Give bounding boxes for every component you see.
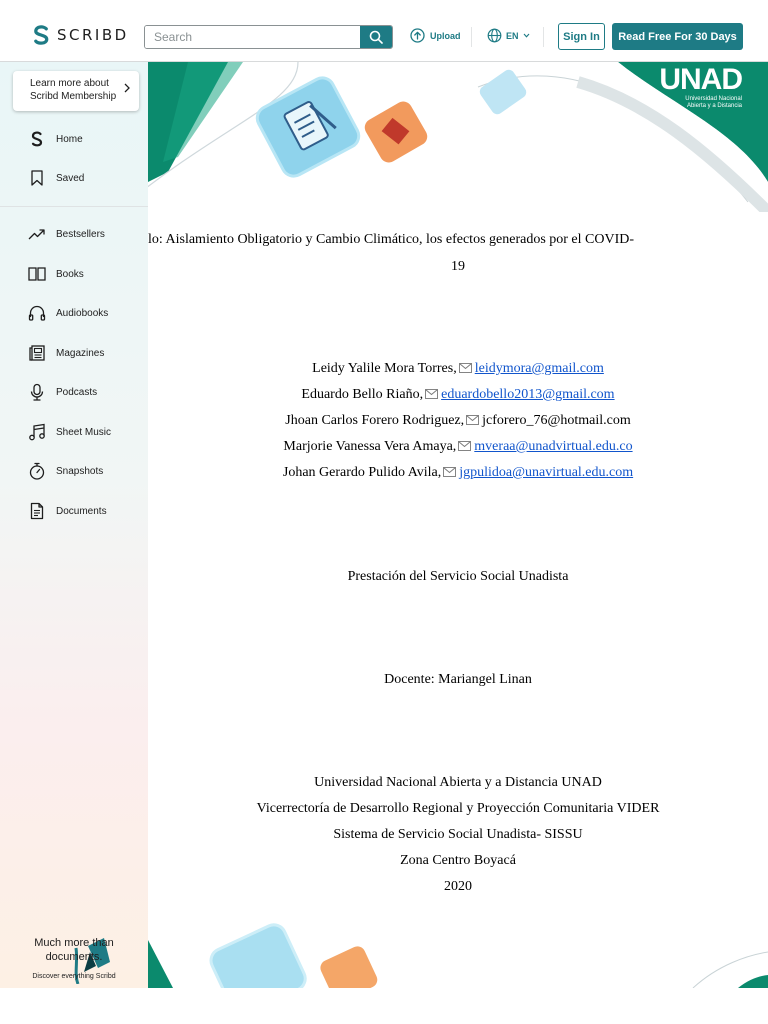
document-footer-artwork: [148, 910, 768, 988]
author-email: jcforero_76@hotmail.com: [482, 413, 631, 428]
book-icon: [28, 265, 46, 283]
promo-subtitle: Discover everything Scribd: [32, 973, 116, 980]
teacher-line: Docente: Mariangel Linan: [384, 672, 532, 687]
sidebar: [0, 62, 148, 988]
unad-logo-subtitle-1: Universidad Nacional: [685, 96, 742, 102]
sidebar-item-label: Podcasts: [56, 386, 98, 398]
promo-title: [0, 936, 148, 964]
language-selector[interactable]: [487, 28, 530, 43]
sidebar-item-sheet-music[interactable]: [28, 423, 111, 441]
page-bottom-margin: [0, 988, 768, 1024]
music-note-icon: [28, 423, 46, 441]
author-line: [148, 465, 768, 482]
document-title-line-1: lo: Aislamiento Obligatorio y Cambio Climático, los efectos generados por el COVID-: [148, 232, 635, 247]
top-navigation-bar: [0, 0, 768, 62]
sidebar-item-snapshots[interactable]: [28, 462, 103, 480]
author-email-link[interactable]: leidymora@gmail.com: [474, 361, 604, 376]
membership-line-2: Scribd Membership: [30, 91, 117, 102]
language-label: EN: [506, 30, 519, 41]
sidebar-item-label: Bestsellers: [56, 228, 105, 240]
author-line: [148, 361, 768, 378]
bookmark-icon: [28, 169, 46, 187]
author-line: [148, 413, 768, 430]
scribd-home-icon: [28, 130, 46, 148]
membership-line-1: Learn more about: [30, 78, 109, 89]
sidebar-item-bestsellers[interactable]: [28, 225, 105, 243]
sidebar-item-label: Magazines: [56, 347, 105, 359]
envelope-icon: [458, 440, 471, 456]
membership-card[interactable]: [13, 71, 139, 111]
author-name: Jhoan Carlos Forero Rodriguez,: [285, 413, 465, 428]
sidebar-item-label: Snapshots: [56, 465, 104, 477]
service-title: Prestación del Servicio Social Unadista: [347, 569, 569, 584]
upload-button[interactable]: [410, 28, 461, 43]
upload-label: Upload: [430, 30, 461, 41]
sidebar-item-label: Audiobooks: [56, 307, 109, 319]
author-name: Johan Gerardo Pulido Avila,: [282, 465, 442, 480]
toolbar-divider: [543, 27, 544, 47]
unad-logo-subtitle-2: Abierta y a Distancia: [686, 103, 742, 109]
author-line: [148, 387, 768, 404]
document-page: [148, 62, 768, 988]
envelope-icon: [459, 362, 472, 378]
institution-line: Universidad Nacional Abierta y a Distancia UNAD: [314, 775, 602, 790]
chevron-right-icon: [124, 83, 130, 93]
document-icon: [28, 502, 46, 520]
author-name: Eduardo Bello Riaño,: [301, 387, 424, 402]
author-name: Leidy Yalile Mora Torres,: [312, 361, 457, 376]
promo-title-line-2: documents.: [45, 951, 103, 963]
unad-logo: [659, 64, 742, 110]
sidebar-item-books[interactable]: [28, 265, 84, 283]
sidebar-item-podcasts[interactable]: [28, 383, 97, 401]
search-icon: [369, 30, 383, 44]
trending-icon: [28, 225, 46, 243]
sign-in-button[interactable]: Sign In: [558, 23, 605, 50]
envelope-icon: [443, 466, 456, 482]
author-email-link[interactable]: eduardobello2013@gmail.com: [441, 387, 615, 402]
sidebar-item-label: Documents: [56, 505, 107, 517]
institution-line: Zona Centro Boyacá: [400, 853, 516, 868]
author-name: Marjorie Vanessa Vera Amaya,: [283, 439, 457, 454]
brand-name: SCRIBD: [57, 26, 129, 44]
author-email-link[interactable]: jgpulidoa@unavirtual.edu.com: [459, 465, 634, 480]
sidebar-item-label: Sheet Music: [56, 426, 112, 438]
search-box: [144, 25, 393, 49]
institution-line: 2020: [444, 879, 472, 894]
microphone-icon: [28, 383, 46, 401]
sidebar-item-magazines[interactable]: [28, 344, 104, 362]
author-email-link[interactable]: mveraa@unadvirtual.edu.co: [474, 439, 633, 454]
envelope-icon: [466, 414, 479, 430]
scribd-logo[interactable]: [32, 24, 129, 46]
sidebar-item-documents[interactable]: [28, 502, 107, 520]
upload-icon: [410, 28, 425, 43]
headphones-icon: [28, 304, 46, 322]
read-free-button[interactable]: Read Free For 30 Days: [612, 23, 743, 50]
search-button[interactable]: [360, 26, 392, 48]
institution-line: Vicerrectoría de Desarrollo Regional y Proyección Comunitaria VIDER: [256, 801, 660, 816]
sidebar-item-saved[interactable]: [28, 169, 84, 187]
sidebar-item-audiobooks[interactable]: [28, 304, 108, 322]
search-input[interactable]: [145, 26, 360, 48]
globe-icon: [487, 28, 502, 43]
document-title-line-2: 19: [451, 259, 465, 274]
sidebar-item-label: Saved: [56, 172, 85, 184]
sidebar-item-home[interactable]: [28, 130, 83, 148]
chevron-down-icon: [523, 33, 530, 38]
stopwatch-icon: [28, 462, 46, 480]
promo-title-line-1: Much more than: [34, 937, 114, 949]
sidebar-divider: [0, 206, 148, 207]
scribd-logo-icon: [32, 24, 51, 46]
toolbar-divider: [471, 27, 472, 47]
unad-logo-text: UNAD: [659, 63, 742, 96]
author-line: [148, 439, 768, 456]
promo-banner[interactable]: [0, 928, 148, 988]
sidebar-item-label: Books: [56, 268, 84, 280]
magazine-icon: [28, 344, 46, 362]
institution-line: Sistema de Servicio Social Unadista- SISSU: [333, 827, 583, 842]
envelope-icon: [425, 388, 438, 404]
sidebar-item-label: Home: [56, 133, 83, 145]
